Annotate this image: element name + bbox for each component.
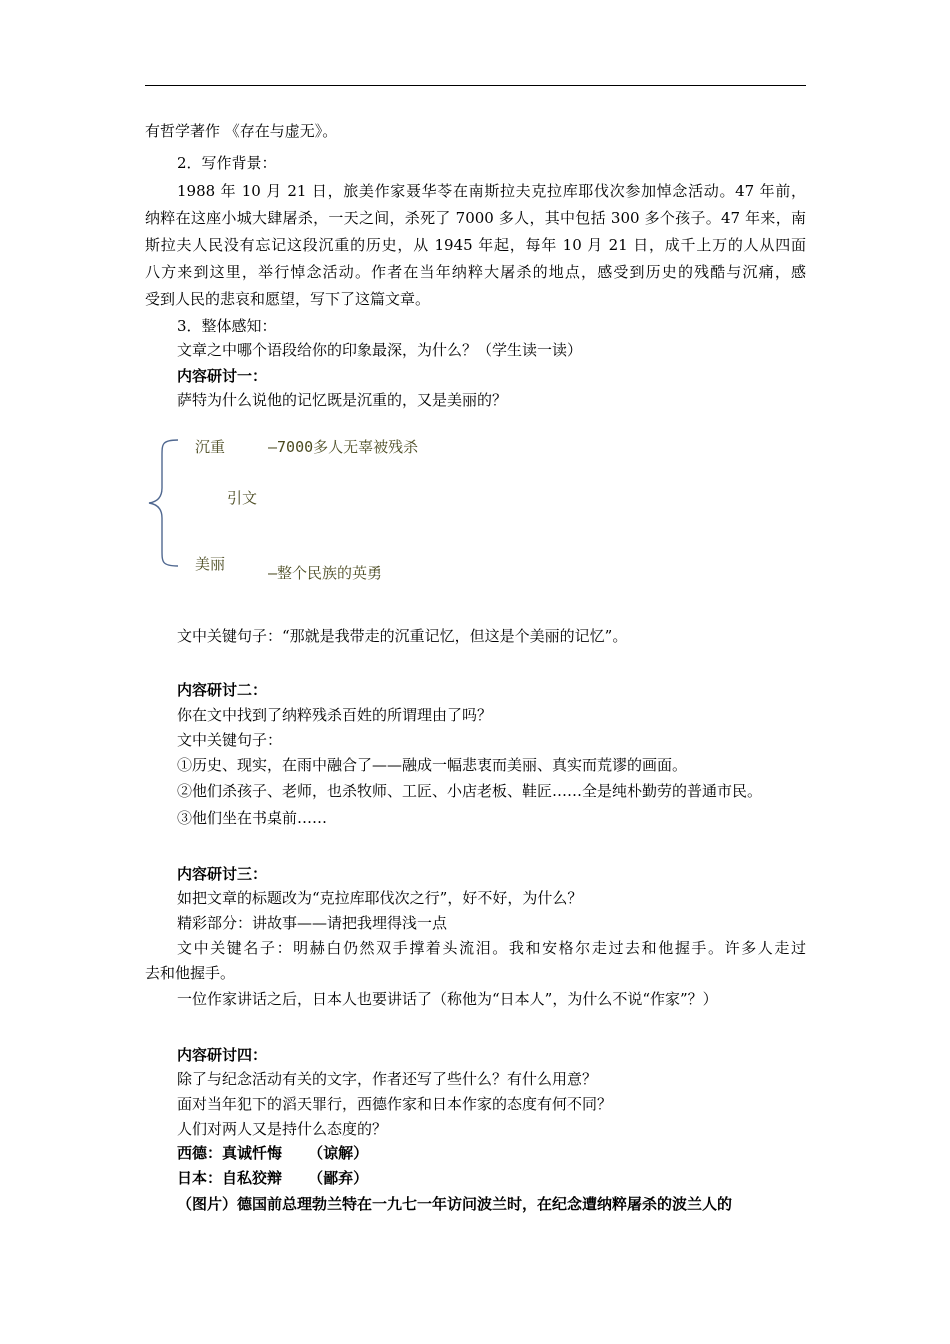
text-line: 有哲学著作 《存在与虚无》。 — [145, 122, 338, 140]
list-item: ③他们坐在书桌前…… — [177, 809, 328, 827]
section-heading: 3．整体感知： — [177, 317, 277, 335]
question-line: 面对当年犯下的滔天罪行，西德作家和日本作家的态度有何不同？ — [177, 1095, 613, 1113]
list-item: ①历史、现实，在雨中融合了——融成一幅悲衷而美丽、真实而荒谬的画面。 — [177, 756, 688, 774]
section-heading: 2．写作背景： — [177, 154, 277, 172]
brace-diagram — [140, 436, 200, 571]
left-brace-icon — [149, 440, 178, 566]
text-line: 受到人民的悲哀和愿望，写下了这篇文章。 — [145, 290, 431, 308]
attitude-japan: 日本：自私狡辩 （鄙弃） — [177, 1169, 369, 1187]
question-line: 除了与纪念活动有关的文字，作者还写了些什么？有什么用意？ — [177, 1070, 598, 1088]
diagram-label-center: 引文 — [227, 489, 258, 507]
diagram-label-beautiful: 美丽 — [195, 555, 226, 573]
diagram-text-beautiful: —整个民族的英勇 — [268, 564, 383, 582]
text-line: 八方来到这里，举行悼念活动。作者在当年纳粹大屠杀的地点，感受到历史的残酷与沉痛，感 — [145, 263, 806, 281]
subsection-title: 内容研讨一： — [177, 367, 268, 385]
diagram-label-heavy: 沉重 — [195, 438, 226, 456]
question-line: 你在文中找到了纳粹残杀百姓的所谓理由了吗？ — [177, 706, 493, 724]
text-line: 一位作家讲话之后，日本人也要讲话了（称他为“日本人”，为什么不说“作家”？） — [177, 990, 718, 1008]
subsection-title: 内容研讨四： — [177, 1046, 268, 1064]
subsection-title: 内容研讨二： — [177, 681, 268, 699]
list-item: ②他们杀孩子、老师，也杀牧师、工匠、小店老板、鞋匠……全是纯朴勤劳的普通市民。 — [177, 782, 763, 800]
attitude-west-germany: 西德：真诚忏悔 （谅解） — [177, 1144, 369, 1162]
question-line: 萨特为什么说他的记忆既是沉重的，又是美丽的？ — [177, 391, 508, 409]
subsection-title: 内容研讨三： — [177, 865, 268, 883]
text-line: 纳粹在这座小城大肆屠杀，一天之间，杀死了 7000 多人，其中包括 300 多个孩子。47 年来，南 — [145, 209, 806, 227]
text-line: 1988 年 10 月 21 日，旅美作家聂华苓在南斯拉夫克拉库耶伐次参加悼念活动。47 年前， — [177, 182, 806, 200]
key-sentence: 文中关键句子：“那就是我带走的沉重记忆，但这是个美丽的记忆”。 — [177, 627, 628, 645]
picture-caption: （图片）德国前总理勃兰特在一九七一年访问波兰时，在纪念遭纳粹屠杀的波兰人的 — [177, 1195, 733, 1213]
text-line: 文中关键名子：明赫白仍然双手撑着头流泪。我和安格尔走过去和他握手。许多人走过 — [177, 939, 806, 957]
question-line: 如把文章的标题改为“克拉库耶伐次之行”，好不好，为什么？ — [177, 889, 583, 907]
diagram-text-heavy: —7000多人无辜被残杀 — [268, 438, 419, 456]
text-line: 精彩部分：讲故事——请把我埋得浅一点 — [177, 914, 448, 932]
question-line: 人们对两人又是持什么态度的？ — [177, 1120, 388, 1138]
text-line: 斯拉夫人民没有忘记这段沉重的历史，从 1945 年起，每年 10 月 21 日，成千上万的人从四面 — [145, 236, 806, 254]
header-rule — [145, 85, 806, 86]
text-line: 去和他握手。 — [145, 964, 236, 982]
text-line: 文章之中哪个语段给你的印象最深，为什么？（学生读一读） — [177, 341, 583, 359]
text-line: 文中关键句子： — [177, 731, 283, 749]
